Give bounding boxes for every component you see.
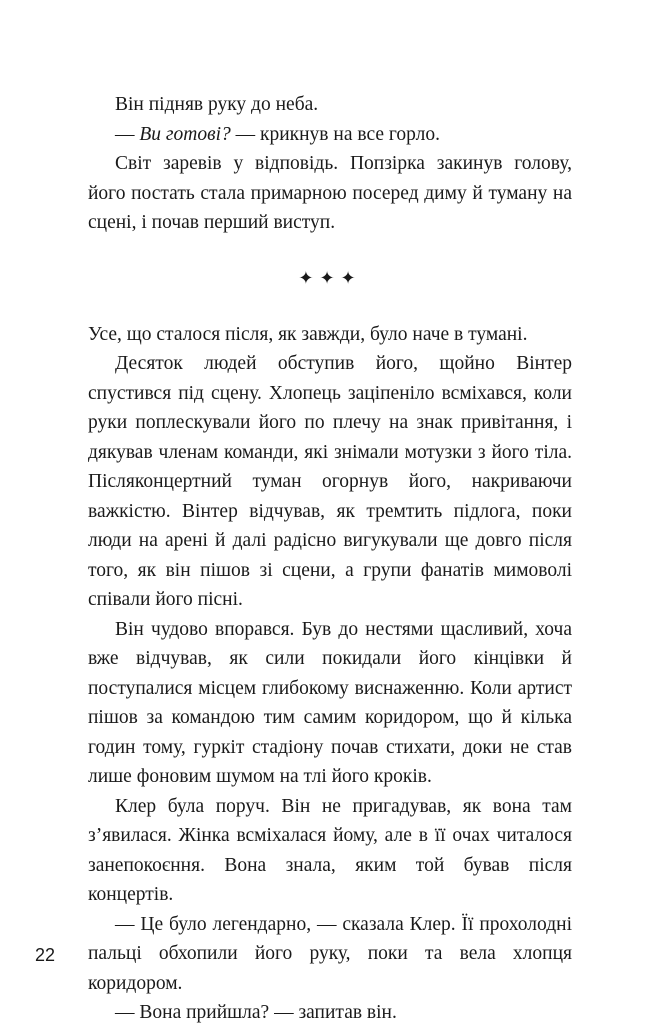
- dialogue-emphasis: Ви готові?: [139, 123, 231, 145]
- dialogue-dash: —: [115, 123, 140, 145]
- paragraph: — Вона прийшла? — запитав він.: [115, 1002, 397, 1023]
- page-number: 22: [35, 945, 56, 965]
- paragraph: Усе, що сталося після, як завжди, було наче в тумані.: [88, 323, 528, 345]
- paragraph: Він чудово впорався. Був до нестями щасливий, хоча вже відчував, як сили покидали його кінцівки й поступалися місцем глибокому виснаженню. Коли артист пішов за командою тим самим коридором, що й кілька годин тому, гуркіт стадіону почав стихати, доки не став лише фоновим шумом на тлі його кроків.: [88, 618, 572, 787]
- paragraph: Світ заревів у відповідь. Попзірка закинув голову, його постать стала примарною посеред диму й туману на сцені, і почав перший виступ.: [88, 153, 572, 233]
- dialogue-tail: — крикнув на все горло.: [230, 123, 440, 145]
- paragraph: Десяток людей обступив його, щойно Вінтер спустився під сцену. Хлопець заціпеніло всміхався, коли руки поплескували його по плечу на знак привітання, і дякував членам команди, які знімали мотузки з його тіла. Післяконцертний туман огорнув його, накриваючи важкістю. Вінтер відчував, як тремтить підлога, поки люди на арені й далі радісно вигукували ще довго після того, як він пішов зі сцени, а групи фанатів мимоволі співали його пісні.: [88, 353, 572, 610]
- section-separator-icon: ✦✦✦: [298, 267, 362, 288]
- paragraph: — Це було легендарно, — сказала Клер. Її прохолодні пальці обхопили його руку, поки та вела хлопця коридором.: [88, 913, 572, 994]
- paragraph: Клер була поруч. Він не пригадував, як вона там з’явилася. Жінка всміхалася йому, але в її очах читалося занепокоєння. Вона знала, яким той бував після концертів.: [88, 795, 572, 905]
- paragraph: Він підняв руку до неба.: [115, 94, 319, 115]
- paragraph-dialogue: [88, 120, 572, 150]
- page-body: [88, 90, 572, 1028]
